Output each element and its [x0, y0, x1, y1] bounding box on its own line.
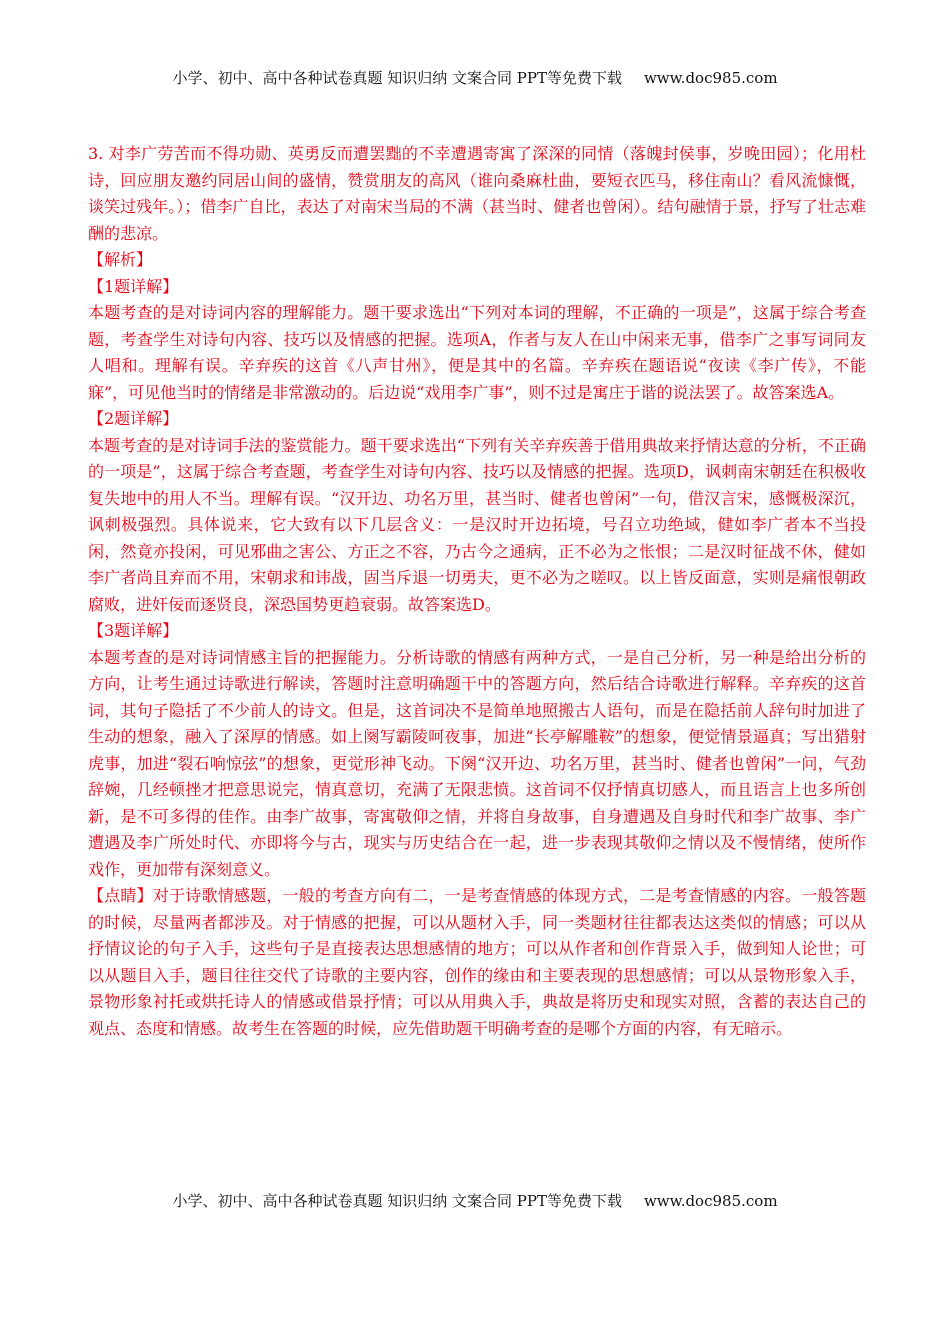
- q3-explanation: 本题考查的是对诗词情感主旨的把握能力。分析诗歌的情感有两种方式，一是自己分析，另一种是给出分析的方向，让考生通过诗歌进行解读，答题时注意明确题干中的答题方向，然后结合诗歌进行解释。辛弃疾的这首词，其句子隐括了不少前人的诗文。但是，这首词决不是简单地照搬古人语句，而是在隐括前人辞句时加进了生动的想象，融入了深厚的情感。如上阕写霸陵呵夜事，加进“长亭解雕鞍”的想象，便觉情景逼真；写出猎射虎事，加进“裂石响惊弦”的想象，更觉形神飞动。下阕“汉开边、功名万里，甚当时、健者也曾闲”一问，气劲辞婉，几经顿挫才把意思说完，情真意切，充满了无限悲愤。这首词不仅抒情真切感人，而且语言上也多所创新，是不可多得的佳作。由李广故事，寄寓敬仰之情，并将自身故事，自身遭遇及自身时代和李广故事、李广遭遇及李广所处时代、亦即将今与古，现实与历史结合在一起，进一步表现其敬仰之情以及不慢情绪，使所作戏作，更加带有深刻意义。: [88, 647, 866, 879]
- page-header: [0, 68, 950, 88]
- q2-explanation: 本题考查的是对诗词手法的鉴赏能力。题干要求选出“下列有关辛弃疾善于借用典故来抒情达意的分析，不正确的一项是”，这属于综合考查题，考查学生对诗句内容、技巧以及情感的把握。选项D，讽刺南宋朝廷在积极收复失地中的用人不当。理解有误。“汉开边、功名万里，甚当时、健者也曾闲”一句，借汉言宋，感慨极深沉，讽刺极强烈。具体说来，它大致有以下几层含义：一是汉时开边拓境，号召立功绝域，健如李广者本不当投闲，然竟亦投闲，可见邪曲之害公、方正之不容，乃古今之通病，正不必为之怅恨；二是汉时征战不休，健如李广者尚且弃而不用，宋朝求和讳战，固当斥退一切勇夫，更不必为之嗟叹。以上皆反面意，实则是痛恨朝政腐败，进奸佞而逐贤良，深恐国势更趋衰弱。故答案选D。: [88, 435, 866, 614]
- page-footer: [0, 1191, 950, 1211]
- q3-heading: 【3题详解】: [88, 621, 179, 640]
- header-site-link[interactable]: www.doc985.com: [643, 69, 778, 87]
- answer-content: [88, 141, 866, 1042]
- header-text: 小学、初中、高中各种试卷真题 知识归纳 文案合同 PPT等免费下载: [172, 69, 622, 87]
- tips-paragraph: [88, 883, 866, 1042]
- q1-explanation: 本题考查的是对诗词内容的理解能力。题干要求选出“下列对本词的理解，不正确的一项是”，这属于综合考查题，考查学生对诗句内容、技巧以及情感的把握。选项A，作者与友人在山中闲来无事，借李广之事写词同友人唱和。理解有误。辛弃疾的这首《八声甘州》，便是其中的名篇。辛弃疾在题语说“夜读《李广传》，不能寐”，可见他当时的情绪是非常激动的。后边说“戏用李广事”，则不过是寓庄于谐的说法罢了。故答案选A。: [88, 303, 866, 402]
- footer-text: 小学、初中、高中各种试卷真题 知识归纳 文案合同 PPT等免费下载: [172, 1192, 622, 1210]
- tips-text: 对于诗歌情感题，一般的考查方向有二，一是考查情感的体现方式，二是考查情感的内容。一般答题的时候，尽量两者都涉及。对于情感的把握，可以从题材入手，同一类题材往往都表达这类似的情感；可以从抒情议论的句子入手，这些句子是直接表达思想感情的地方；可以从作者和创作背景入手，做到知人论世；可以从题目入手，题目往往交代了诗歌的主要内容，创作的缘由和主要表现的思想感情；可以从景物形象入手，景物形象衬托或烘托诗人的情感或借景抒情；可以从用典入手，典故是将历史和现实对照，含蓄的表达自己的观点、态度和情感。故考生在答题的时候，应先借助题干明确考查的是哪个方面的内容，有无暗示。: [88, 886, 866, 1038]
- analysis-heading: 【解析】: [88, 250, 153, 269]
- q2-heading: 【2题详解】: [88, 409, 179, 428]
- q1-heading: 【1题详解】: [88, 276, 179, 296]
- tips-heading: 【点睛】: [88, 886, 153, 905]
- answer-3: 3. 对李广劳苦而不得功勋、英勇反而遭罢黜的不幸遭遇寄寓了深深的同情（落魄封侯事，岁晚田园）；化用杜诗，回应朋友邀约同居山间的盛情，赞赏朋友的高风（谁向桑麻杜曲，要短衣匹马，移住南山？看风流慷慨，谈笑过残年。）；借李广自比，表达了对南宋当局的不满（甚当时、健者也曾闲）。结句融情于景，抒写了壮志难酬的悲凉。: [88, 144, 866, 243]
- footer-site-link[interactable]: www.doc985.com: [643, 1192, 778, 1210]
